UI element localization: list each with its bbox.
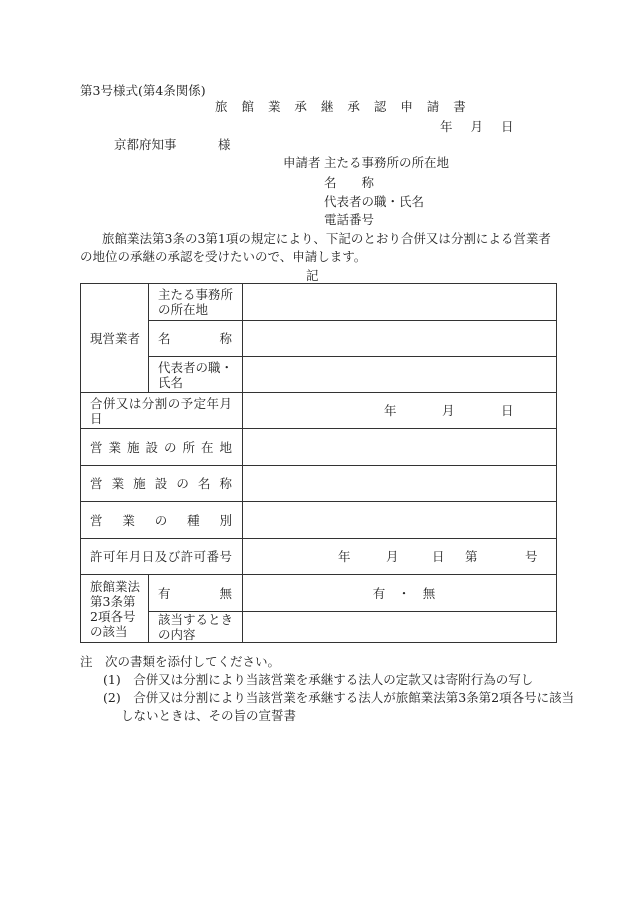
representative-label: 代表者の職・氏名: [149, 357, 243, 393]
merger-date-year: 年: [384, 403, 397, 418]
note-item-1: (1) 合併又は分割により当該営業を承継する法人の定款又は寄附行為の写し: [103, 672, 534, 687]
article-applicability-label: 旅館業法第3条第2項各号の該当: [81, 575, 149, 643]
merger-date-day: 日: [501, 403, 514, 418]
yes-no-choice[interactable]: 有 ・ 無: [243, 575, 557, 612]
representative-field[interactable]: [243, 357, 557, 393]
name-label-left: 名: [158, 331, 171, 346]
business-type-field[interactable]: [243, 502, 557, 539]
applicable-content-field[interactable]: [243, 612, 557, 643]
merger-date-label: 合併又は分割の予定年月日: [81, 393, 243, 429]
permit-day: 日: [432, 549, 445, 564]
document-title: 旅 館 業 承 継 承 認 申 請 書: [215, 99, 471, 114]
permit-field[interactable]: [243, 539, 557, 575]
facility-address-label: 営業施設の所在地: [81, 429, 243, 466]
business-type-label: 営業の種別: [81, 502, 243, 539]
operator-name-label: [149, 321, 243, 357]
note-item-2: (2) 合併又は分割により当該営業を承継する法人が旅館業法第3条第2項各号に該当: [103, 690, 575, 705]
current-operator-label: 現営業者: [81, 284, 149, 393]
permit-label: 許可年月日及び許可番号: [81, 539, 243, 575]
merger-date-field[interactable]: [243, 393, 557, 429]
applicant-phone-label: 電話番号: [324, 212, 375, 227]
hq-address-field[interactable]: [243, 284, 557, 321]
ki-heading: 記: [306, 268, 319, 283]
hq-address-label: 主たる事務所の所在地: [149, 284, 243, 321]
permit-month: 月: [386, 549, 399, 564]
operator-name-field[interactable]: [243, 321, 557, 357]
notes-heading: 注 次の書類を添付してください。: [80, 654, 281, 669]
applicable-content-label: 該当するときの内容: [149, 612, 243, 643]
applicant-representative-label: 代表者の職・氏名: [324, 194, 425, 209]
applicant-address-label: 主たる事務所の所在地: [324, 155, 450, 170]
submission-date: 年 月 日: [440, 119, 514, 134]
no-label: 無: [219, 585, 232, 601]
merger-date-month: 月: [442, 403, 455, 418]
facility-name-field[interactable]: [243, 466, 557, 502]
form-number: 第3号様式(第4条関係): [80, 83, 206, 98]
yes-label: 有: [158, 585, 171, 601]
name-label-right: 称: [219, 331, 232, 346]
addressee: 京都府知事: [114, 137, 177, 152]
application-form-table: [80, 283, 557, 643]
applicant-label: 申請者: [283, 155, 321, 170]
facility-name-label: 営業施設の名称: [81, 466, 243, 502]
application-statement: 旅館業法第3条の3第1項の規定により、下記のとおり合併又は分割による営業者の地位の承継の承認を受けたいので、申請します。: [80, 231, 551, 264]
applicant-name-label: 名 称: [324, 175, 375, 190]
note-item-2-continued: しないときは、その旨の宣誓書: [121, 708, 297, 723]
permit-dai: 第: [465, 549, 478, 564]
permit-year: 年: [338, 549, 351, 564]
addressee-honorific: 様: [218, 137, 231, 152]
permit-go: 号: [525, 549, 538, 564]
yes-no-label: [149, 575, 243, 612]
facility-address-field[interactable]: [243, 429, 557, 466]
